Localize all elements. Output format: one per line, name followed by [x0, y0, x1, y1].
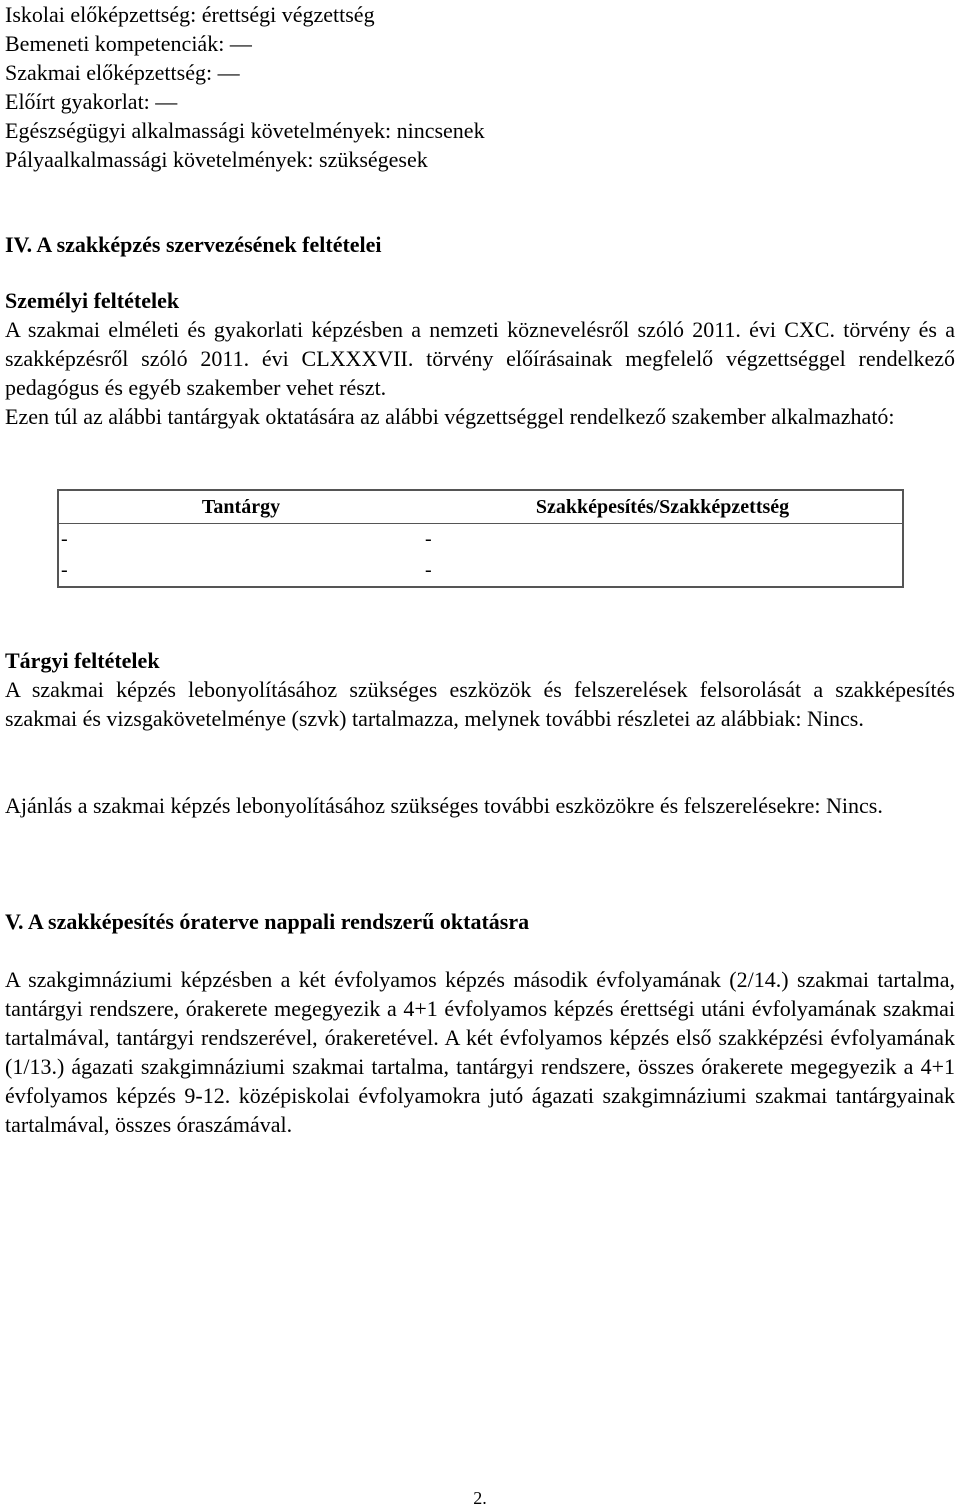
table-cell-qualification: - [425, 559, 432, 581]
subject-qualification-table [57, 489, 904, 588]
table-row [58, 524, 903, 556]
page-number: 2. [473, 1488, 487, 1508]
material-requirements-text: A szakmai képzés lebonyolításához szükséges eszközök és felszerelések felsorolását a szakképesítés szakmai és vizsgakövetelménye (szvk) tartalmazza, melynek további részletei az alábbiak: Nincs. [5, 677, 955, 731]
personal-requirements-text-2: Ezen túl az alábbi tantárgyak oktatására az alábbi végzettséggel rendelkező szakember alkalmazható: [5, 404, 895, 429]
prerequisites-list [5, 0, 955, 174]
personal-requirements-title: Személyi feltételek [5, 288, 180, 313]
section-5-heading: V. A szakképesítés óraterve nappali rendszerű oktatásra [5, 909, 530, 934]
prereq-school: Iskolai előképzettség: érettségi végzettség [5, 2, 375, 27]
table-cell-subject: - [58, 524, 423, 556]
table-row [58, 555, 903, 587]
prereq-health: Egészségügyi alkalmassági követelmények: nincsenek [5, 118, 485, 143]
table-header-row [58, 490, 903, 524]
prereq-input-competencies: Bemeneti kompetenciák: — [5, 31, 252, 56]
prereq-professional: Szakmai előképzettség: — [5, 60, 240, 85]
personal-requirements-text: A szakmai elméleti és gyakorlati képzésben a nemzeti köznevelésről szóló 2011. évi CXC. törvény és a szakképzésről szóló 2011. évi CLXXXVII. törvény előírásainak megfelelő végzettséggel rendelkező pedagógus és egyéb szakember vehet részt. [5, 317, 955, 400]
section-5-text: A szakgimnáziumi képzésben a két évfolyamos képzés második évfolyamának (2/14.) szakmai tartalma, tantárgyi rendszere, órakerete megegyezik a 4+1 évfolyamos képzés érettségi utáni évfolyamának szakmai tartalmával, tantárgyi rendszerével, órakeretével. A két évfolyamos képzés első szakképzési évfolyamának (1/13.) ágazati szakgimnáziumi szakmai tartalma, tantárgyi rendszere, összes órakerete megegyezik a 4+1 évfolyamos képzés 9-12. középiskolai évfolyamokra jutó ágazati szakgimnáziumi szakmai tantárgyainak tartalmával, összes óraszámával. [5, 967, 955, 1137]
table-header-subject: Tantárgy [201, 495, 281, 518]
prereq-practice: Előírt gyakorlat: — [5, 89, 178, 114]
section-4-heading: IV. A szakképzés szervezésének feltételei [5, 232, 382, 257]
recommendation-text: Ajánlás a szakmai képzés lebonyolításához szükséges további eszközökre és felszerelésekre: Nincs. [5, 793, 883, 818]
table-cell-qualification: - [423, 524, 903, 556]
table-cell-subject: - [61, 559, 68, 581]
prereq-career: Pályaalkalmassági követelmények: szükségesek [5, 147, 428, 172]
material-requirements-title: Tárgyi feltételek [5, 648, 160, 673]
table-header-qualification: Szakképesítés/Szakképzettség [535, 495, 790, 518]
